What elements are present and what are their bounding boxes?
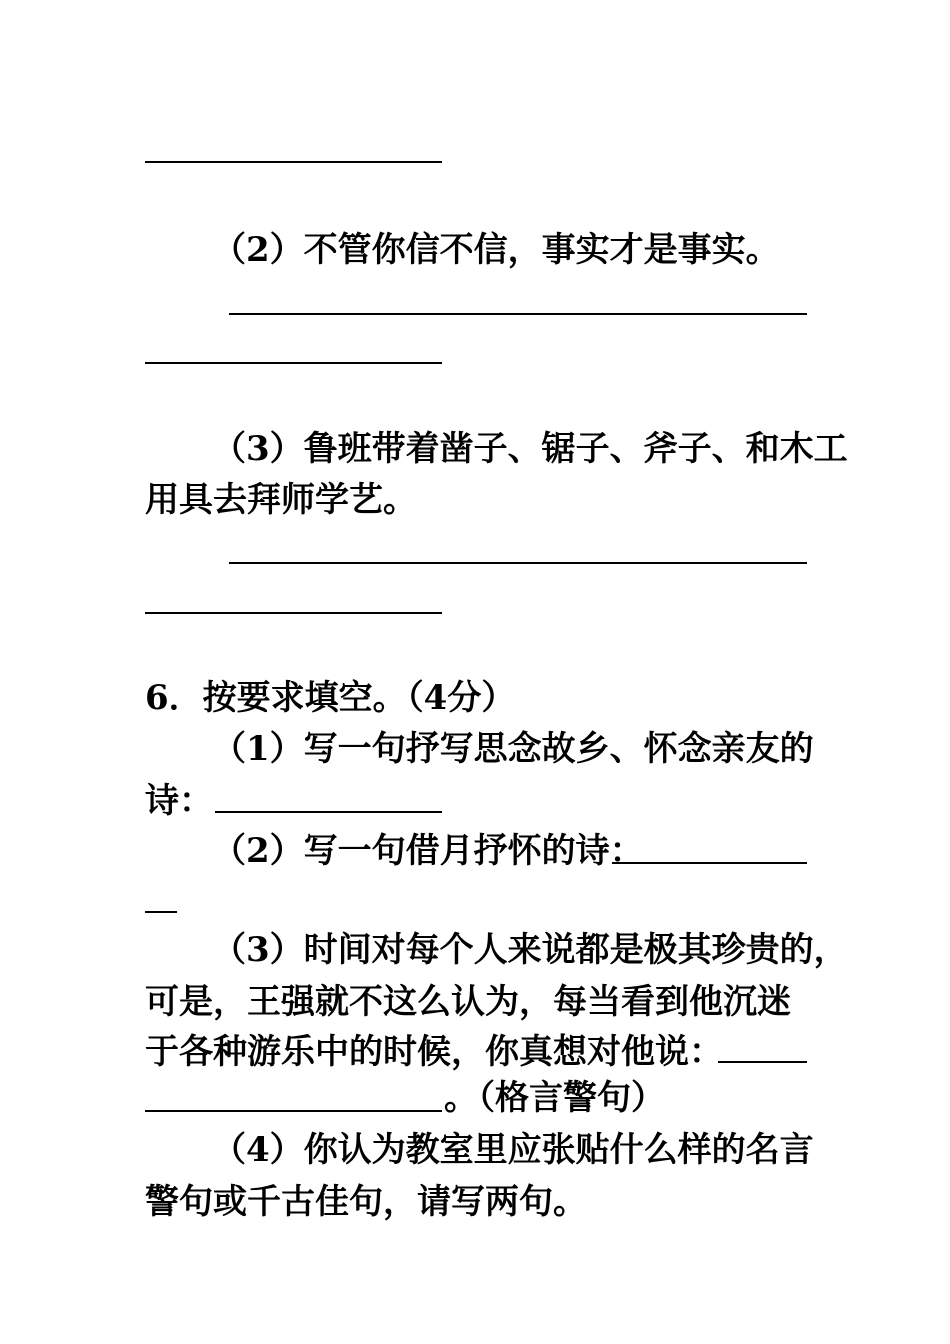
answer-blank[interactable] xyxy=(215,811,442,813)
q6-item3-line2: 可是，王强就不这么认为，每当看到他沉迷 xyxy=(145,982,791,1022)
answer-blank[interactable] xyxy=(145,362,442,364)
answer-blank[interactable] xyxy=(145,612,442,614)
answer-blank[interactable] xyxy=(229,313,807,315)
q6-item4-line2: 警句或千古佳句，请写两句。 xyxy=(145,1182,587,1222)
answer-blank[interactable] xyxy=(718,1061,807,1063)
answer-blank[interactable] xyxy=(612,862,807,864)
q6-item1-line2: 诗： xyxy=(145,781,213,821)
answer-blank[interactable] xyxy=(145,911,177,913)
q6-item1-line1: （1）写一句抒写思念故乡、怀念亲友的 xyxy=(212,729,814,769)
q6-item3-line3: 于各种游乐中的时候，你真想对他说： xyxy=(145,1032,723,1072)
q6-heading: 6．按要求填空。（4分） xyxy=(145,678,516,718)
q6-item3-line1: （3）时间对每个人来说都是极其珍贵的， xyxy=(212,930,848,970)
q6-item3-line4: 。（格言警句） xyxy=(444,1078,665,1118)
q6-item4-line1: （4）你认为教室里应张贴什么样的名言 xyxy=(212,1130,814,1170)
q5-item3-line1: （3）鲁班带着凿子、锯子、斧子、和木工 xyxy=(212,429,848,469)
answer-blank[interactable] xyxy=(229,562,807,564)
q5-item3-line2: 用具去拜师学艺。 xyxy=(145,480,417,520)
q5-item2-text: （2）不管你信不信，事实才是事实。 xyxy=(212,230,780,270)
answer-blank[interactable] xyxy=(145,1110,442,1112)
answer-blank[interactable] xyxy=(145,161,442,163)
q6-item2-text: （2）写一句借月抒怀的诗： xyxy=(212,831,644,871)
